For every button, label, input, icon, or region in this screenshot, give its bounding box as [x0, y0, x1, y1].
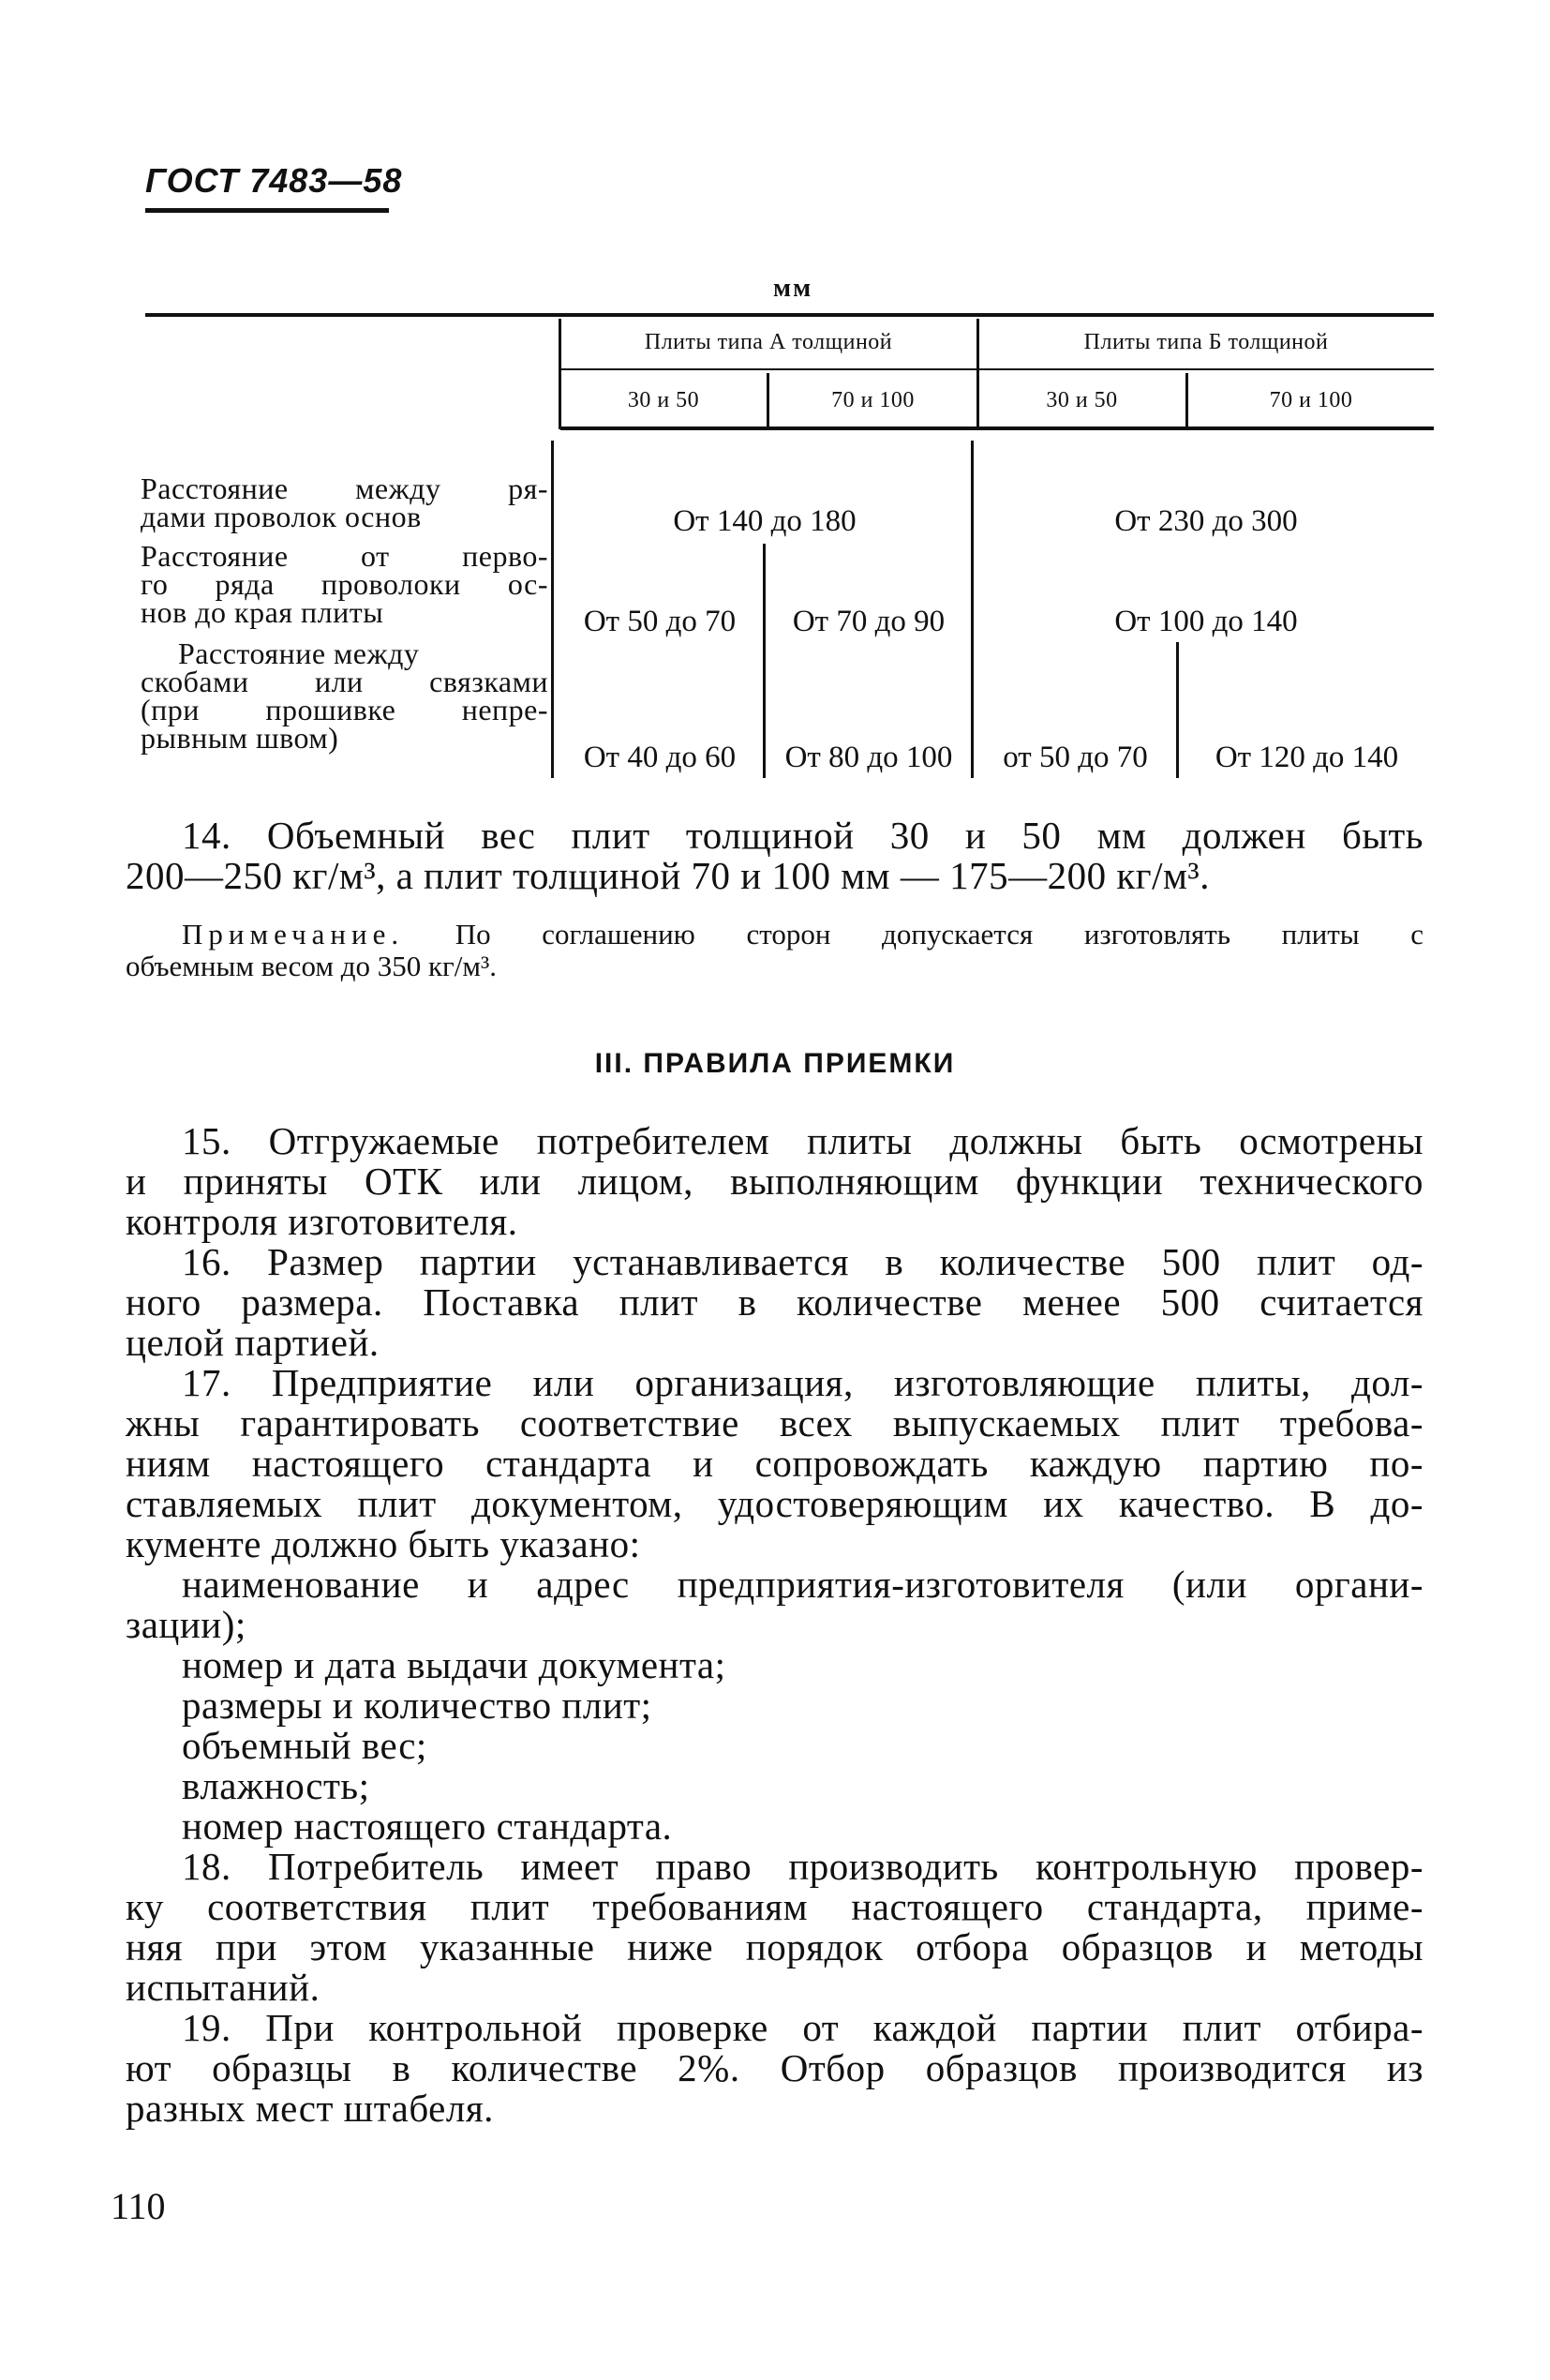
note-paragraph — [126, 919, 1423, 982]
table-row-label-3: Расстояние между скобами или связками (при прошивке непре- рывным швом) — [141, 636, 548, 755]
table-row-label-2: Расстояние от перво- го ряда проволоки ос- нов до края плиты — [141, 539, 548, 629]
table-subheader-b2: 70 и 100 — [1269, 388, 1353, 412]
paragraph-17: 17. Предприятие или организация, изготовляющие плиты, дол- жны гарантировать соответствие всех выпускаемых плит требова- ниям настоящего стандарта и сопровождать каждую партию по- ставляемых плит документом, удостоверяющим их качество. В до- кументе должно быть указано: наименование и адрес предприятия-изготовителя (или органи- зации); номер и дата выдачи документа; размеры и количество плит; объемный вес; влажность; номер настоящего стандарта. — [126, 1361, 1423, 1848]
table-header-group-a: Плиты типа А толщиной — [644, 330, 893, 354]
paragraph-14: 14. Объемный вес плит толщиной 30 и 50 мм должен быть 200—250 кг/м³, а плит толщиной 70 и 100 мм — 175—200 кг/м³. — [126, 814, 1423, 897]
table-top-rule — [145, 313, 1434, 317]
header-underline — [145, 208, 389, 213]
paragraph-18: 18. Потребитель имеет право производить контрольную провер- ку соответствия плит требованиям настоящего стандарта, приме- няя при этом указанные ниже порядок отбора образцов и методы испытаний. — [126, 1845, 1423, 2009]
table-subheader-a1: 30 и 50 — [627, 388, 700, 412]
table-vline-body-a — [763, 544, 766, 778]
table-subheader-a2: 70 и 100 — [831, 388, 915, 412]
table-cell-r1-b: От 230 до 300 — [1114, 504, 1298, 538]
table-cell-r3-a2: От 80 до 100 — [784, 741, 953, 774]
table-cell-r3-a1: От 40 до 60 — [583, 741, 737, 774]
table-subheader-b1: 30 и 50 — [1046, 388, 1118, 412]
section-title: III. ПРАВИЛА ПРИЕМКИ — [594, 1048, 956, 1079]
document-header: ГОСТ 7483—58 — [145, 161, 403, 200]
paragraph-16: 16. Размер партии устанавливается в количестве 500 плит од- ного размера. Поставка плит в количестве менее 500 считается целой партией. — [126, 1240, 1423, 1364]
paragraph-19: 19. При контрольной проверке от каждой партии плит отбира- ют образцы в количестве 2%. Отбор образцов производится из разных мест штабеля. — [126, 2006, 1423, 2130]
table-vline-body-left — [551, 441, 554, 778]
table-vline-body-b — [1176, 642, 1179, 778]
table-header-bottom-rule — [560, 427, 1434, 430]
table-cell-r3-b2: От 120 до 140 — [1215, 741, 1399, 774]
table-unit-label: мм — [773, 274, 813, 303]
note-text: По соглашению сторон допускается изготовлять плиты с — [455, 918, 1424, 951]
table-cell-r2-b: От 100 до 140 — [1114, 605, 1298, 638]
note-line-2: объемным весом до 350 кг/м³. — [126, 950, 498, 982]
table-cell-r2-a2: От 70 до 90 — [792, 605, 946, 638]
page-number: 110 — [111, 2185, 166, 2227]
table-row-label-1: Расстояние между ря- дами проволок основ — [141, 472, 548, 533]
paragraph-15: 15. Отгружаемые потребителем плиты должны быть осмотрены и приняты ОТК или лицом, выполняющим функции технического контроля изготовителя. — [126, 1119, 1423, 1243]
table-vline-body-group — [971, 441, 974, 778]
note-label: Примечание. — [182, 918, 405, 951]
table-cell-r1-a: От 140 до 180 — [673, 504, 857, 538]
table-cell-r3-b1: от 50 до 70 — [1003, 741, 1148, 774]
table-header-group-b: Плиты типа Б толщиной — [1083, 330, 1329, 354]
table-header-mid-rule — [560, 368, 1434, 370]
table-cell-r2-a1: От 50 до 70 — [583, 605, 737, 638]
